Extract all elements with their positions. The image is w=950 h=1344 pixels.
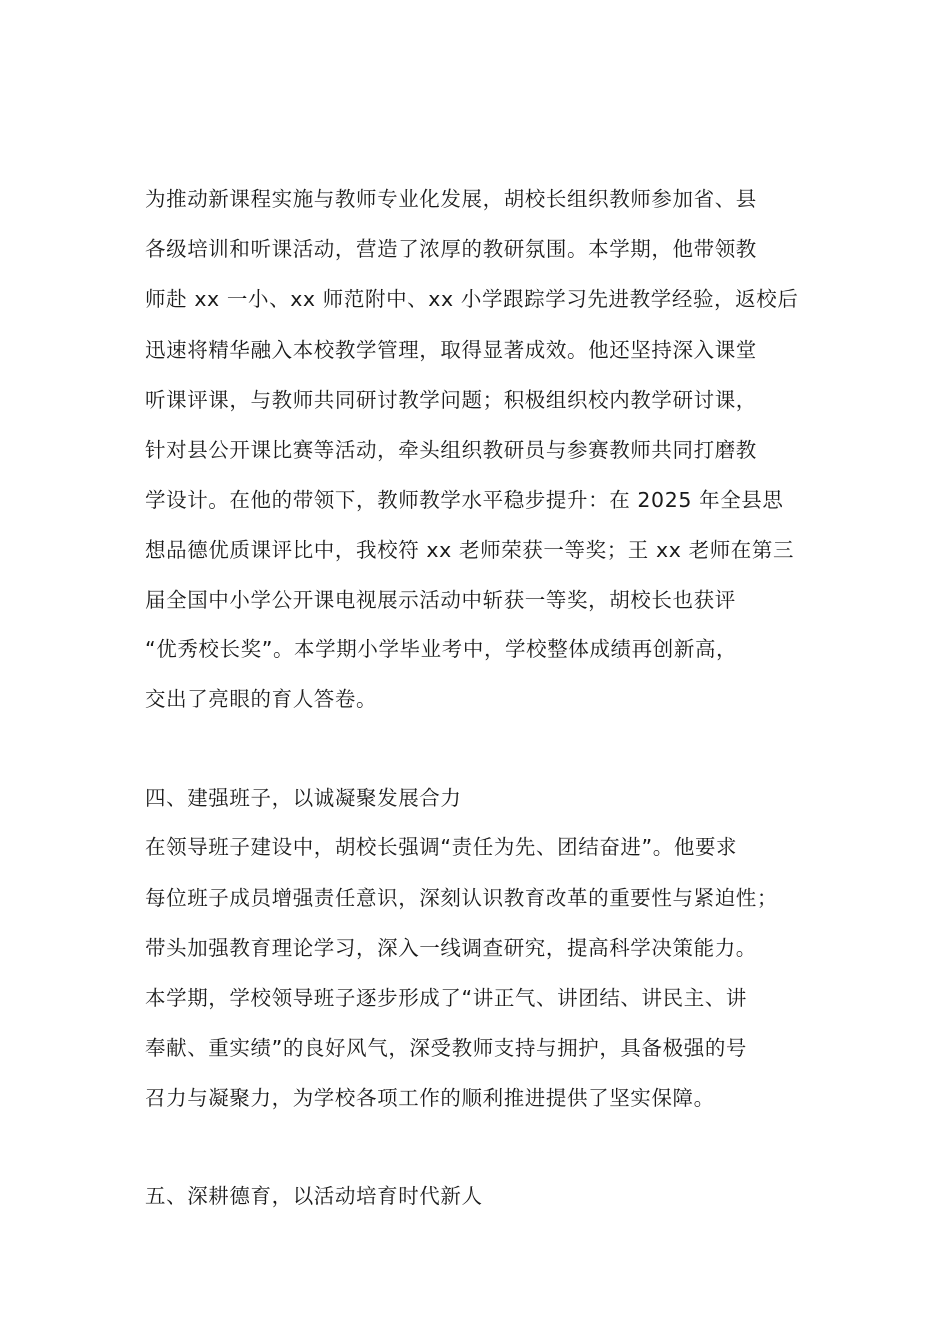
paragraph-line: 召力与凝聚力，为学校各项工作的顺利推进提供了坚实保障。 <box>145 1086 715 1110</box>
paragraph-line: “优秀校长奖”。本学期小学毕业考中，学校整体成绩再创新高， <box>145 637 738 661</box>
paragraph-line: 师赴 xx 一小、xx 师范附中、xx 小学跟踪学习先进教学经验，返校后 <box>145 287 799 311</box>
paragraph-line: 在领导班子建设中，胡校长强调“责任为先、团结奋进”。他要求 <box>145 835 738 859</box>
paragraph-line: 奉献、重实绩”的良好风气，深受教师支持与拥护，具备极强的号 <box>145 1036 748 1060</box>
paragraph-line: 为推动新课程实施与教师专业化发展，胡校长组织教师参加省、县 <box>145 187 757 211</box>
paragraph-line: 听课评课，与教师共同研讨教学问题；积极组织校内教学研讨课， <box>145 388 757 412</box>
paragraph-line: 每位班子成员增强责任意识，深刻认识教育改革的重要性与紧迫性； <box>145 886 778 910</box>
section-heading: 五、深耕德育，以活动培育时代新人 <box>145 1184 483 1208</box>
paragraph-line: 交出了亮眼的育人答卷。 <box>145 687 378 711</box>
paragraph-line: 届全国中小学公开课电视展示活动中斩获一等奖，胡校长也获评 <box>145 588 736 612</box>
paragraph-line: 针对县公开课比赛等活动，牵头组织教研员与参赛教师共同打磨教 <box>145 438 757 462</box>
paragraph-line: 各级培训和听课活动，营造了浓厚的教研氛围。本学期，他带领教 <box>145 237 757 261</box>
section-heading: 四、建强班子，以诚凝聚发展合力 <box>145 786 462 810</box>
paragraph-line: 迅速将精华融入本校教学管理，取得显著成效。他还坚持深入课堂 <box>145 338 757 362</box>
paragraph-line: 带头加强教育理论学习，深入一线调查研究，提高科学决策能力。 <box>145 936 757 960</box>
paragraph-line: 本学期，学校领导班子逐步形成了“讲正气、讲团结、讲民主、讲 <box>145 986 748 1010</box>
paragraph-line: 想品德优质课评比中，我校符 xx 老师荣获一等奖；王 xx 老师在第三 <box>145 538 795 562</box>
paragraph-line: 学设计。在他的带领下，教师教学水平稳步提升：在 2025 年全县思 <box>145 488 784 512</box>
